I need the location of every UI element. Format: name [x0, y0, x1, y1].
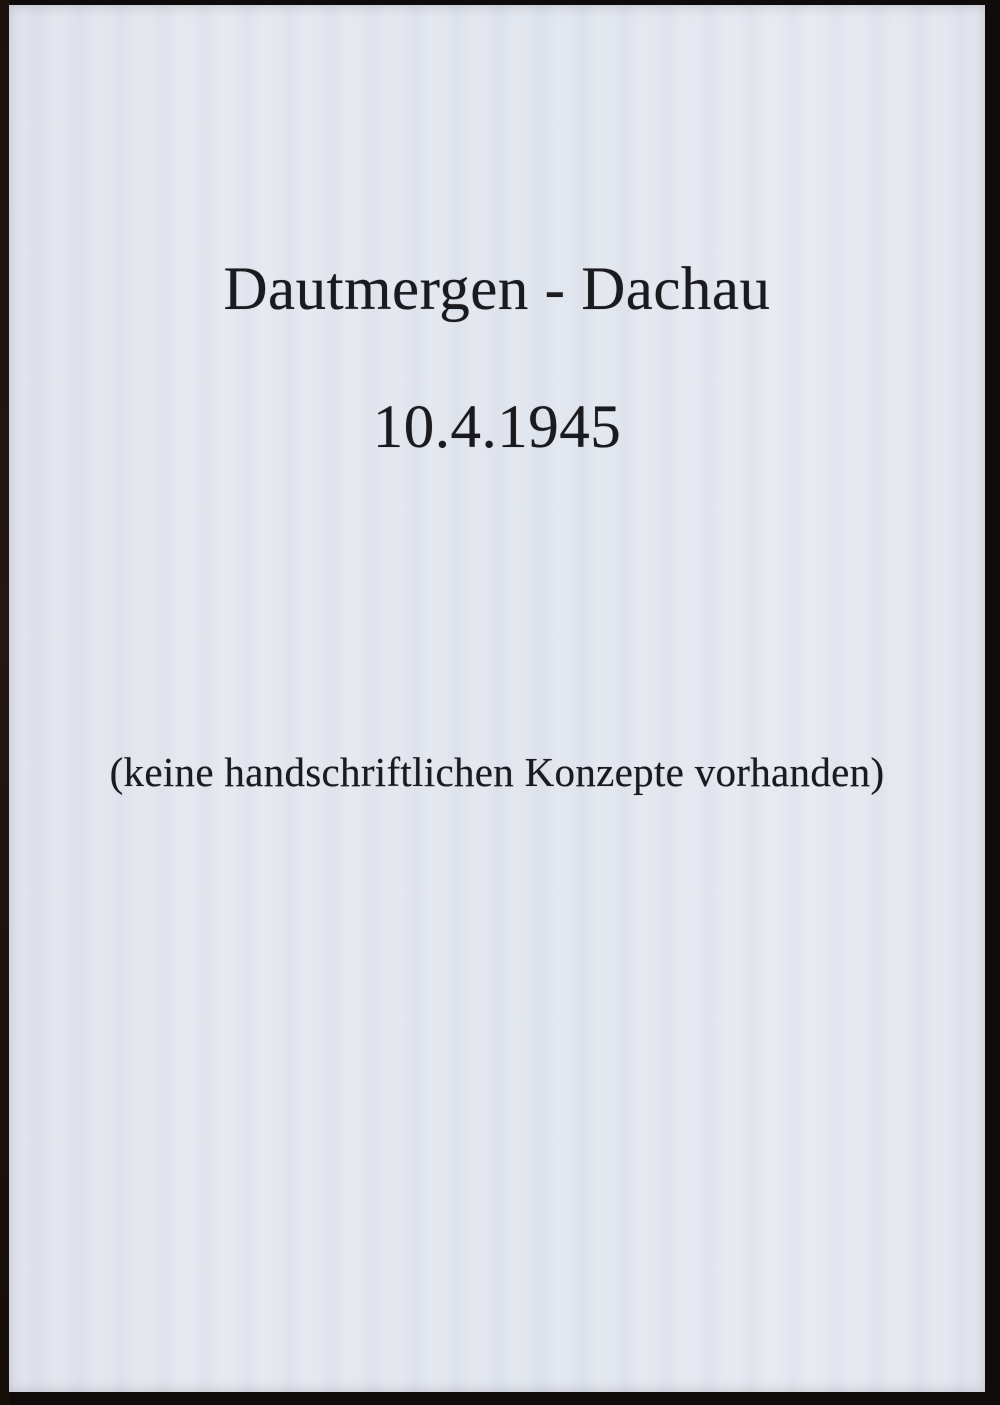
document-title: Dautmergen - Dachau: [223, 256, 771, 323]
document-date: 10.4.1945: [372, 394, 622, 461]
document-note: (keine handschriftlichen Konzepte vorhanden): [109, 749, 885, 795]
document-page: [9, 5, 985, 1392]
